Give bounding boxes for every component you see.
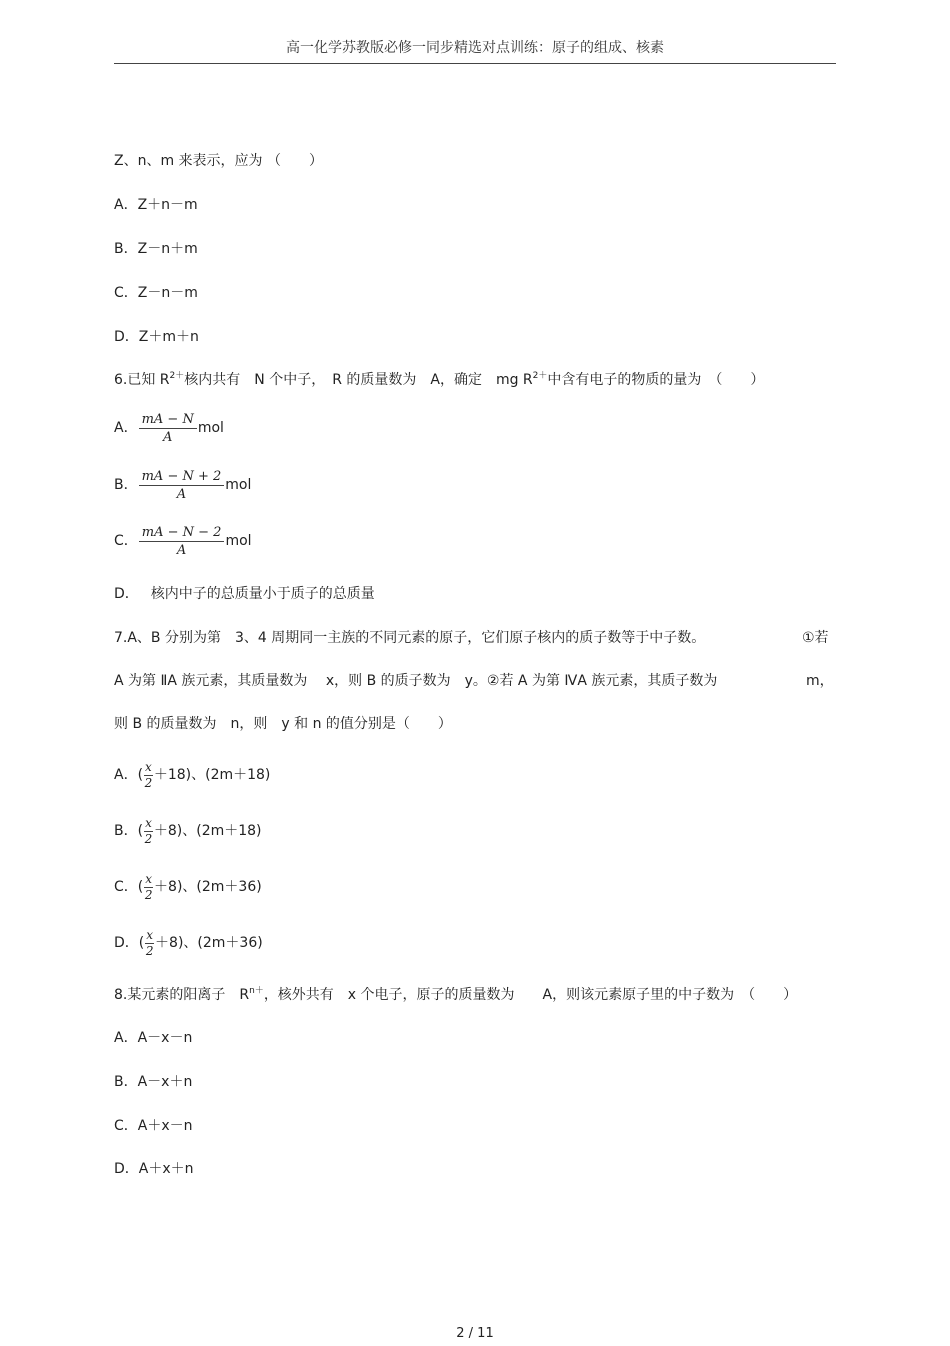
q7-stem-line3: 则 B 的质量数为 n，则 y 和 n 的值分别是（ ） <box>114 716 452 732</box>
option-letter: D． <box>114 1161 139 1177</box>
option-text: Z＋n－m <box>137 197 198 213</box>
option-text: Z－n＋m <box>137 241 198 257</box>
option-text: A－x＋n <box>137 1074 193 1090</box>
unit-label: mol <box>225 533 252 549</box>
q8-stem-part2: ，核外共有 x 个电子，原子的质量数为 A，则该元素原子里的中子数为 （ ） <box>263 987 798 1003</box>
fraction-denominator: A <box>176 486 187 502</box>
q7-stem-line2-end: m， <box>806 673 834 689</box>
fraction-denominator: A <box>163 429 173 445</box>
unit-label: mol <box>225 477 252 493</box>
charge-superscript: 2＋ <box>169 371 185 381</box>
q6-stem-part1: 6.已知 R <box>114 372 170 388</box>
option-text: ＋8)、(2m＋36) <box>155 935 263 951</box>
option-text: Z－n－m <box>137 285 198 301</box>
q8-option-a <box>114 1029 192 1047</box>
option-letter: D． <box>114 329 139 345</box>
q7-option-b <box>114 812 262 850</box>
q8-option-b <box>114 1073 192 1091</box>
option-letter: A． <box>114 767 138 783</box>
q5-option-a <box>114 196 198 214</box>
q7-stem-line1-end: ①若 <box>802 630 829 646</box>
page-header-title: 高一化学苏教版必修一同步精选对点训练：原子的组成、核素 <box>286 40 664 56</box>
option-letter: B． <box>114 823 138 839</box>
charge-superscript: 2＋ <box>532 371 548 381</box>
fraction <box>144 873 153 902</box>
q6-option-a <box>114 408 224 448</box>
fraction-denominator: 2 <box>144 887 153 902</box>
fraction-numerator: mA − N − 2 <box>139 525 225 542</box>
option-letter: A． <box>114 420 138 436</box>
q6-option-d <box>114 585 375 603</box>
option-text: A＋x－n <box>137 1118 193 1134</box>
option-letter: C． <box>114 879 138 895</box>
fraction-denominator: 2 <box>145 943 154 958</box>
fraction-numerator: x <box>145 815 152 830</box>
option-text: ＋8)、(2m＋36) <box>154 879 262 895</box>
option-text: ＋18)、(2m＋18) <box>153 767 271 783</box>
option-text: Z＋m＋n <box>138 329 199 345</box>
option-letter: B． <box>114 1074 138 1090</box>
open-paren: ( <box>137 767 144 783</box>
fraction-numerator: x <box>145 871 153 886</box>
option-letter: B． <box>114 477 138 493</box>
option-letter: C． <box>114 533 138 549</box>
fraction-numerator: x <box>146 927 154 942</box>
fraction-numerator: mA − N <box>139 412 197 429</box>
unit-label: mol <box>197 420 224 436</box>
fraction <box>144 761 153 790</box>
open-paren: ( <box>138 935 145 951</box>
open-paren: ( <box>137 823 144 839</box>
q5-option-d <box>114 328 199 346</box>
q7-option-c <box>114 868 262 906</box>
fraction-numerator: x <box>145 759 152 774</box>
page-number: 2 / 11 <box>456 1326 494 1341</box>
open-paren: ( <box>137 879 144 895</box>
charge-superscript: n＋ <box>249 986 264 996</box>
header-divider <box>114 63 836 64</box>
q8-option-c <box>114 1117 193 1135</box>
q6-stem <box>114 371 764 389</box>
q7-stem-line1: 7.A、B 分别为第 3、4 周期同一主族的不同元素的原子，它们原子核内的质子数等于中子数。 <box>114 630 706 646</box>
fraction <box>145 929 154 958</box>
fraction-denominator: 2 <box>144 831 153 846</box>
fraction <box>144 817 153 846</box>
q7-option-d <box>114 924 263 962</box>
q5-stem: Z、n、m 来表示，应为 （ ） <box>114 153 324 169</box>
fraction-numerator: mA − N + 2 <box>139 469 225 486</box>
q7-stem-line2: A 为第 ⅡA 族元素，其质量数为 x，则 B 的质子数为 y。②若 A 为第 ⅣA 族元素，其质子数为 <box>114 673 718 689</box>
option-letter: D． <box>114 935 139 951</box>
option-text: 核内中子的总质量小于质子的总质量 <box>150 586 375 602</box>
option-letter: C． <box>114 1118 138 1134</box>
q6-option-c <box>114 521 252 561</box>
q8-stem <box>114 986 797 1004</box>
fraction <box>139 469 225 502</box>
q8-stem-part1: 8.某元素的阳离子 R <box>114 987 250 1003</box>
option-text: A＋x＋n <box>138 1161 194 1177</box>
q6-stem-part3: 中含有电子的物质的量为 （ ） <box>547 372 765 388</box>
fraction <box>139 412 197 445</box>
q7-option-a <box>114 756 270 794</box>
q5-option-c <box>114 284 198 302</box>
option-text: ＋8)、(2m＋18) <box>153 823 262 839</box>
q6-stem-part2: 核内共有 N 个中子， R 的质量数为 A，确定 mg R <box>184 372 533 388</box>
option-letter: D． <box>114 586 139 602</box>
option-letter: B． <box>114 241 138 257</box>
option-letter: C． <box>114 285 138 301</box>
q5-option-b <box>114 240 198 258</box>
option-text: A－x－n <box>137 1030 193 1046</box>
fraction-denominator: 2 <box>144 775 153 790</box>
fraction <box>139 525 225 558</box>
q6-option-b <box>114 465 251 505</box>
fraction-denominator: A <box>176 542 187 558</box>
q8-option-d <box>114 1160 194 1178</box>
option-letter: A． <box>114 197 138 213</box>
option-letter: A． <box>114 1030 138 1046</box>
